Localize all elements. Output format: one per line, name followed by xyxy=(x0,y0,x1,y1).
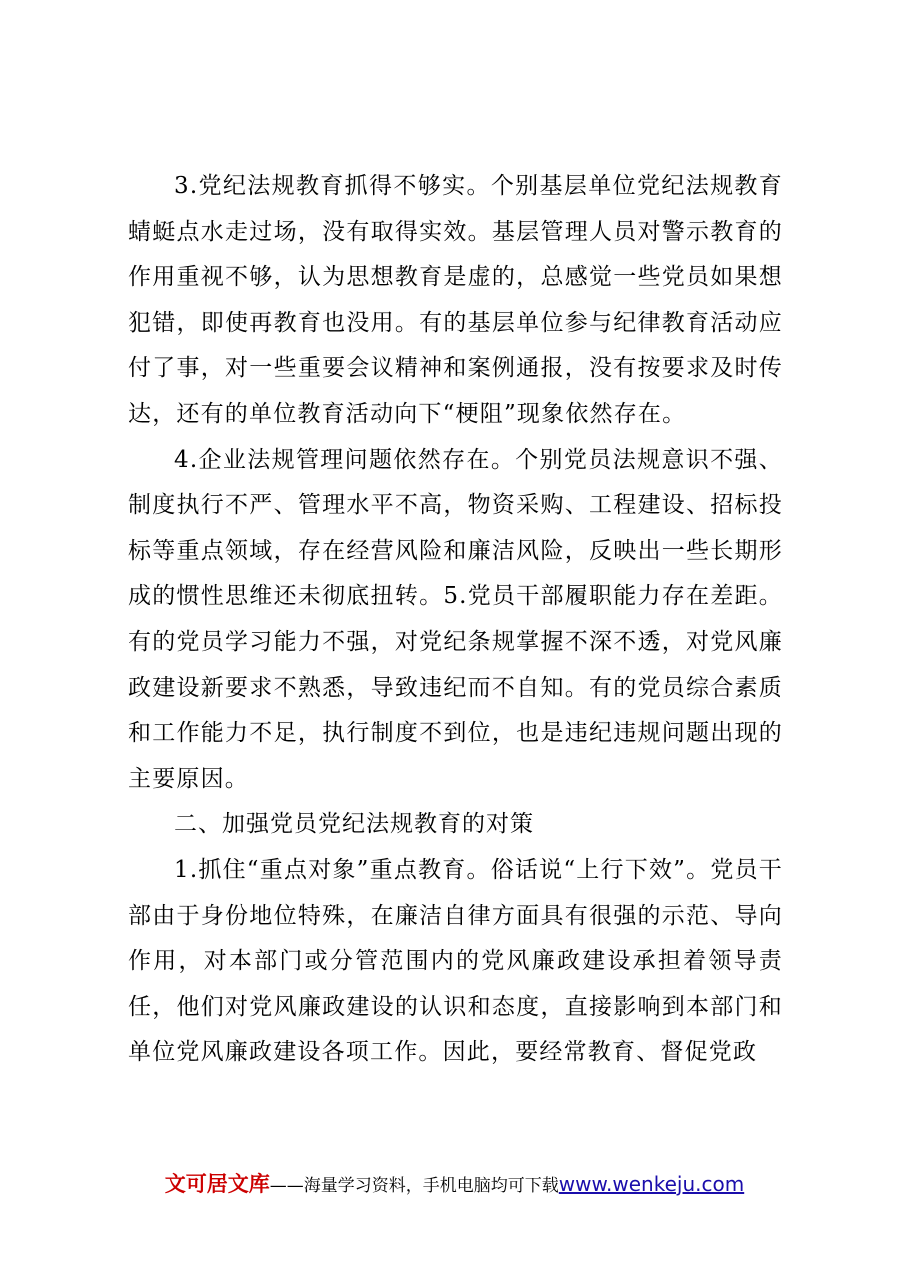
footer-brand: 文可居文库 xyxy=(164,1172,270,1196)
paragraph-item-3: 3.党纪法规教育抓得不够实。个别基层单位党纪法规教育蜻蜓点水走过场，没有取得实效。基层管理人员对警示教育的作用重视不够，认为思想教育是虚的，总感觉一些党员如果想犯错，即使再教育也没用。有的基层单位参与纪律教育活动应付了事，对一些重要会议精神和案例通报，没有按要求及时传达，还有的单位教育活动向下“梗阻”现象依然存在。 xyxy=(128,173,783,427)
document-body xyxy=(128,164,783,1076)
paragraph-countermeasure-1: 1.抓住“重点对象”重点教育。俗话说“上行下效”。党员干部由于身份地位特殊，在廉洁自律方面具有很强的示范、导向作用，对本部门或分管范围内的党风廉政建设承担着领导责任，他们对党风廉政建设的认识和态度，直接影响到本部门和单位党风廉政建设各项工作。因此，要经常教育、督促党政 xyxy=(128,856,783,1066)
footer-tagline: ——海量学习资料，手机电脑均可下载 xyxy=(269,1176,559,1196)
paragraph-item-4-5: 4.企业法规管理问题依然存在。个别党员法规意识不强、制度执行不严、管理水平不高，物资采购、工程建设、招标投标等重点领域，存在经营风险和廉洁风险，反映出一些长期形成的惯性思维还未彻底扭转。5.党员干部履职能力存在差距。有的党员学习能力不强，对党纪条规掌握不深不透，对党风廉政建设新要求不熟悉，导致违纪而不自知。有的党员综合素质和工作能力不足，执行制度不到位，也是违纪违规问题出现的主要原因。 xyxy=(128,446,783,792)
footer-site-link[interactable]: www.wenkeju.com xyxy=(558,1172,745,1196)
footer-banner xyxy=(0,1168,909,1198)
section-heading: 二、加强党员党纪法规教育的对策 xyxy=(174,811,534,838)
